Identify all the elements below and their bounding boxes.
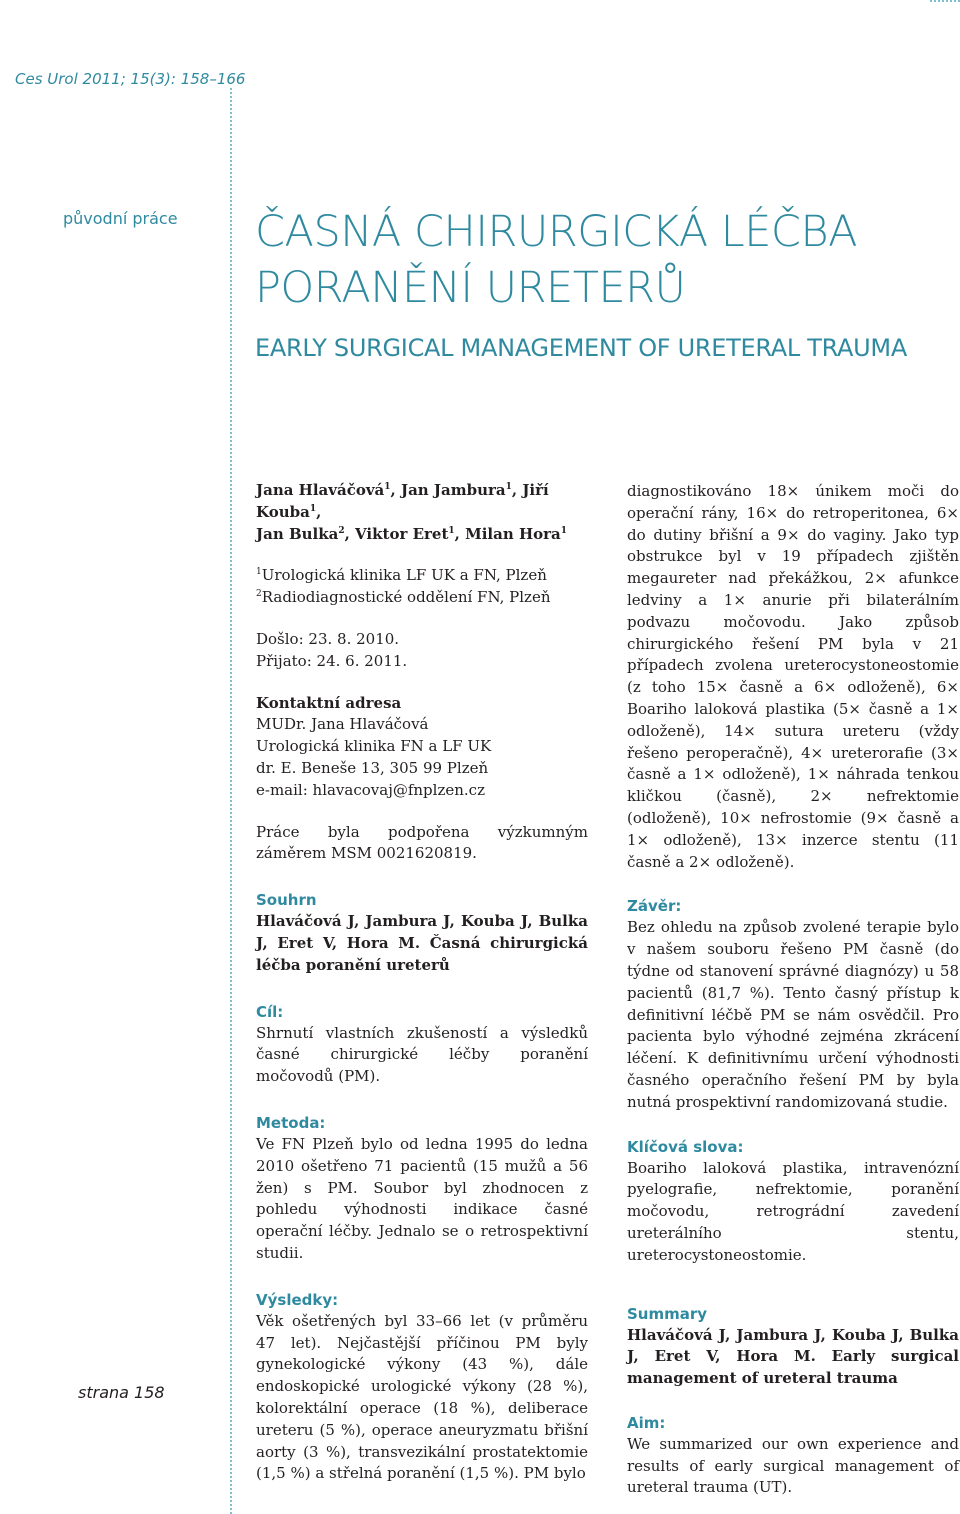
affiliation-marker: 1 <box>256 567 262 578</box>
affiliation-marker: 1 <box>384 482 391 492</box>
author-name: , Milan Hora <box>454 524 561 543</box>
souhrn-heading: Souhrn <box>256 891 317 910</box>
aim-text: We summarized our own experience and results of early surgical management of ureteral trauma (UT). <box>627 1434 959 1497</box>
page-number: strana 158 <box>78 1383 165 1402</box>
summary-citation: Hlaváčová J, Jambura J, Kouba J, Bulka J, Eret V, Hora M. Early surgical management of ureteral trauma <box>627 1325 959 1388</box>
zaver-text: Bez ohledu na způsob zvolené terapie bylo v našem souboru řešeno PM časně (do týdne od stanovení správné diagnózy) u 58 pacientů (81,7 %). Tento časný přístup k definitivní léčbě PM se nám osvědčil. Pro pacienta bylo výhodné zejména zkrácení léčení. K definitivnímu určení výhodnosti časného operačního řešení PM by byla nutná prospektivní randomizovaná studie. <box>627 918 959 1111</box>
journal-citation: Ces Urol 2011; 15(3): 158–166 <box>15 70 246 88</box>
souhrn-citation: Hlaváčová J, Jambura J, Kouba J, Bulka J, Eret V, Hora M. Časná chirurgická léčba poranění ureterů <box>256 912 588 974</box>
author-separator: , <box>316 502 322 521</box>
cil-text: Shrnutí vlastních zkušeností a výsledků časné chirurgické léčby poranění močovodů (PM). <box>256 1023 588 1086</box>
vertical-dotted-divider <box>230 88 232 1514</box>
vysledky-heading: Výsledky: <box>256 1290 339 1309</box>
article-title <box>255 204 935 316</box>
affiliation-marker: 1 <box>448 525 455 536</box>
title-line-2: PORANĚNÍ URETERŮ <box>255 263 686 313</box>
left-column <box>256 480 588 1485</box>
author-name: , Viktor Eret <box>344 524 449 543</box>
affiliation-marker: 1 <box>309 503 317 514</box>
author-name: , Jan Jambura <box>390 481 506 499</box>
section-label: původní práce <box>63 209 178 228</box>
author-list <box>256 480 588 545</box>
author-name: , Jiří Kouba <box>256 481 549 521</box>
author-name: Jan Bulka <box>256 524 339 543</box>
metoda-heading: Metoda: <box>256 1113 326 1132</box>
affiliation-2: Radiodiagnostické oddělení FN, Plzeň <box>261 588 551 607</box>
right-column <box>627 481 959 1499</box>
zaver-heading: Závěr: <box>627 897 682 916</box>
funding-note: Práce byla podpořena výzkumným záměrem MSM 0021620819. <box>256 822 588 863</box>
affiliations <box>256 565 588 609</box>
title-line-1: ČASNÁ CHIRURGICKÁ LÉČBA <box>255 207 858 257</box>
affiliation-marker: 1 <box>505 482 512 492</box>
affiliation-marker: 1 <box>560 525 568 536</box>
contact-email: e-mail: hlavacovaj@fnplzen.cz <box>256 780 485 799</box>
cil-heading: Cíl: <box>256 1002 284 1021</box>
affiliation-1: Urologická klinika LF UK a FN, Plzeň <box>261 566 547 585</box>
affiliation-marker: 2 <box>256 589 262 600</box>
contact-line: dr. E. Beneše 13, 305 99 Plzeň <box>256 758 489 777</box>
vysledky-text: Věk ošetřených byl 33–66 let (v průměru 47 let). Nejčastější příčinou PM byly gynekologické výkony (43 %), dále endoskopické urologické výkony (28 %), kolorektální operace (18 %), deliberace ureteru (5 %), operace aneuryzmatu břišní aorty (3 %), transvezikální prostatektomie (1,5 %) a střelná poranění (1,5 %). PM bylo <box>256 1311 588 1483</box>
affiliation-marker: 2 <box>338 525 345 536</box>
author-name: Jana Hlaváčová <box>256 481 385 499</box>
aim-heading: Aim: <box>627 1413 666 1432</box>
keywords-text: Boariho laloková plastika, intravenózní pyelografie, nefrektomie, poranění močovodu, retrográdní zavedení ureterálního stentu, ureterocystoneostomie. <box>627 1158 959 1264</box>
corner-dotted-line <box>930 0 960 2</box>
keywords-heading: Klíčová slova: <box>627 1137 744 1156</box>
accepted-date: Přijato: 24. 6. 2011. <box>256 651 408 670</box>
metoda-text: Ve FN Plzeň bylo od ledna 1995 do ledna 2010 ošetřeno 71 pacientů (15 mužů a 56 žen) s PM. Soubor byl zhodnocen z pohledu výhodnosti indikace časné operační léčby. Jednalo se o retrospektivní studii. <box>256 1134 588 1262</box>
contact-heading: Kontaktní adresa <box>256 693 402 712</box>
vysledky-continued: diagnostikováno 18× únikem moči do operační rány, 16× do retroperitonea, 6× do dutiny břišní a 9× do vaginy. Jako typ obstrukce byl v 19 případech zjištěn megaureter nad překážkou, 2× afunkce ledviny a 1× anurie při bilaterálním podvazu močovodu. Jako způsob chirurgického řešení PM byla v 21 případech zvolena ureterocystoneostomie (z toho 15× časně a 6× odloženě), 6× Boariho laloková plastika (5× časně a 1× odloženě), 14× sutura ureteru (vždy řešeno peroperačně), 4× ureterorafie (3× časně a 1× odloženě), 1× náhrada tenkou kličkou (časně), 2× nefrektomie (odloženě), 10× nefrostomie (9× časně a 1× odloženě), 13× inzerce stentu (11 časně a 2× odloženě). <box>627 482 959 871</box>
received-date: Došlo: 23. 8. 2010. <box>256 629 400 648</box>
contact-line: Urologická klinika FN a LF UK <box>256 737 492 756</box>
contact-line: MUDr. Jana Hlaváčová <box>256 715 429 734</box>
english-title: EARLY SURGICAL MANAGEMENT OF URETERAL TRAUMA <box>255 334 907 362</box>
summary-heading: Summary <box>627 1304 708 1323</box>
